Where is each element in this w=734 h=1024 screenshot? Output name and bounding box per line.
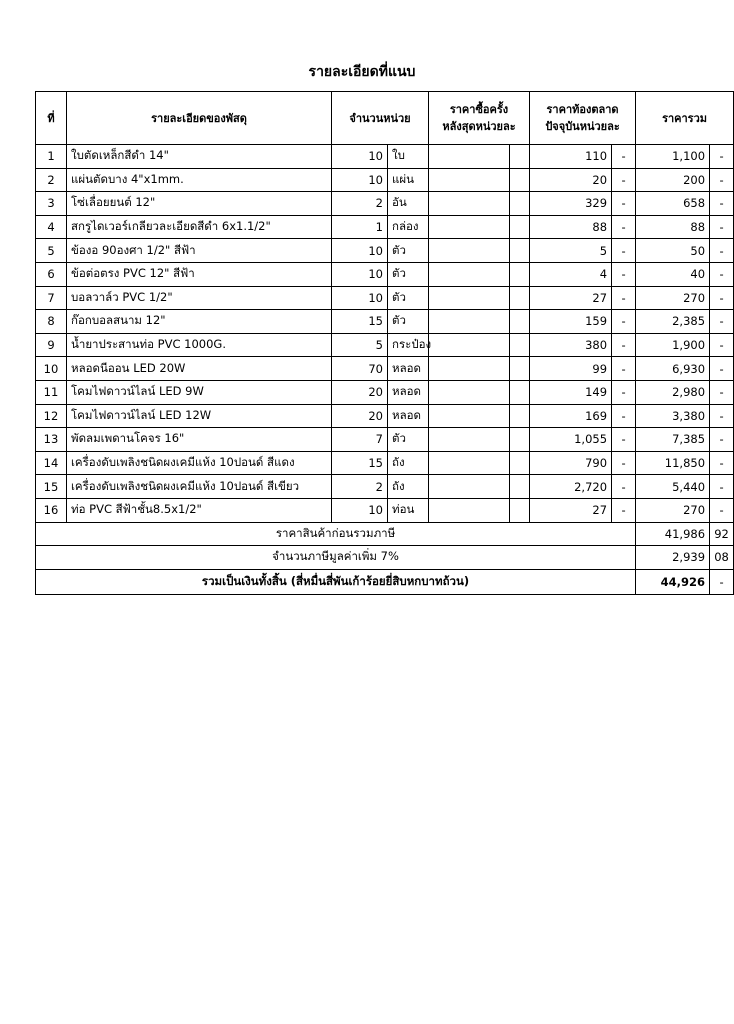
item-qty: 2 <box>332 192 388 216</box>
item-total: 6,930 <box>636 357 710 381</box>
item-last-price <box>429 380 510 404</box>
item-qty: 15 <box>332 451 388 475</box>
item-last-price <box>429 333 510 357</box>
item-total-satang: - <box>710 310 734 334</box>
item-desc: โซ่เลื่อยยนต์ 12" <box>67 192 332 216</box>
header-row <box>36 92 734 145</box>
item-unit: กระป๋อง <box>388 333 429 357</box>
item-total: 3,380 <box>636 404 710 428</box>
item-market-price-satang: - <box>612 168 636 192</box>
item-last-price-satang <box>510 262 530 286</box>
subtotal-label: ราคาสินค้าก่อนรวมภาษี <box>36 522 636 546</box>
table-row <box>36 168 734 192</box>
item-qty: 10 <box>332 168 388 192</box>
vat-row <box>36 546 734 570</box>
item-no: 13 <box>36 428 67 452</box>
item-no: 7 <box>36 286 67 310</box>
item-qty: 20 <box>332 380 388 404</box>
item-qty: 20 <box>332 404 388 428</box>
grand-total-row <box>36 569 734 594</box>
vat-label: จำนวนภาษีมูลค่าเพิ่ม 7% <box>36 546 636 570</box>
item-market-price: 88 <box>530 215 612 239</box>
item-no: 15 <box>36 475 67 499</box>
item-unit: ตัว <box>388 286 429 310</box>
item-qty: 15 <box>332 310 388 334</box>
item-no: 14 <box>36 451 67 475</box>
subtotal-satang: 92 <box>710 522 734 546</box>
item-market-price: 20 <box>530 168 612 192</box>
item-qty: 5 <box>332 333 388 357</box>
item-qty: 10 <box>332 262 388 286</box>
item-no: 6 <box>36 262 67 286</box>
item-last-price <box>429 475 510 499</box>
item-market-price-satang: - <box>612 215 636 239</box>
item-market-price: 5 <box>530 239 612 263</box>
item-desc: บอลวาล์ว PVC 1/2" <box>67 286 332 310</box>
item-desc: ใบตัดเหล็กสีดำ 14" <box>67 145 332 169</box>
item-market-price-satang: - <box>612 239 636 263</box>
item-last-price <box>429 192 510 216</box>
item-no: 11 <box>36 380 67 404</box>
item-desc: ท่อ PVC สีฟ้าชั้น8.5x1/2" <box>67 498 332 522</box>
item-total: 270 <box>636 286 710 310</box>
item-market-price-satang: - <box>612 262 636 286</box>
item-unit: แผ่น <box>388 168 429 192</box>
item-desc: สกรูไดเวอร์เกลียวละเอียดสีดำ 6x1.1/2" <box>67 215 332 239</box>
header-qty: จำนวนหน่วย <box>332 92 429 145</box>
table-row <box>36 239 734 263</box>
item-total-satang: - <box>710 451 734 475</box>
item-desc: โคมไฟดาวน์ไลน์ LED 9W <box>67 380 332 404</box>
table-row <box>36 192 734 216</box>
item-last-price <box>429 239 510 263</box>
item-qty: 1 <box>332 215 388 239</box>
subtotal-row <box>36 522 734 546</box>
item-no: 12 <box>36 404 67 428</box>
vat-satang: 08 <box>710 546 734 570</box>
item-market-price-satang: - <box>612 380 636 404</box>
item-last-price <box>429 498 510 522</box>
item-last-price-satang <box>510 357 530 381</box>
item-market-price: 110 <box>530 145 612 169</box>
item-total-satang: - <box>710 380 734 404</box>
item-market-price-satang: - <box>612 451 636 475</box>
item-desc: พัดลมเพดานโคจร 16" <box>67 428 332 452</box>
item-total-satang: - <box>710 239 734 263</box>
header-last-price-line2: หลังสุดหน่วยละ <box>442 120 516 133</box>
item-total-satang: - <box>710 145 734 169</box>
item-unit: ถัง <box>388 475 429 499</box>
item-total-satang: - <box>710 404 734 428</box>
item-no: 16 <box>36 498 67 522</box>
item-last-price <box>429 262 510 286</box>
item-market-price: 329 <box>530 192 612 216</box>
header-market-price-line1: ราคาท้องตลาด <box>546 103 619 116</box>
item-total: 11,850 <box>636 451 710 475</box>
item-total: 1,900 <box>636 333 710 357</box>
item-last-price-satang <box>510 215 530 239</box>
item-total-satang: - <box>710 168 734 192</box>
header-market-price-line2: ปัจจุบันหน่วยละ <box>545 120 620 133</box>
header-last-price-line1: ราคาซื้อครั้ง <box>449 103 509 116</box>
item-no: 1 <box>36 145 67 169</box>
item-market-price: 1,055 <box>530 428 612 452</box>
item-unit: กล่อง <box>388 215 429 239</box>
item-desc: น้ำยาประสานท่อ PVC 1000G. <box>67 333 332 357</box>
item-desc: เครื่องดับเพลิงชนิดผงเคมีแห้ง 10ปอนด์ สีแดง <box>67 451 332 475</box>
item-qty: 7 <box>332 428 388 452</box>
item-total-satang: - <box>710 333 734 357</box>
item-unit: ใบ <box>388 145 429 169</box>
item-market-price-satang: - <box>612 286 636 310</box>
item-no: 2 <box>36 168 67 192</box>
item-total: 5,440 <box>636 475 710 499</box>
item-desc: โคมไฟดาวน์ไลน์ LED 12W <box>67 404 332 428</box>
item-total: 40 <box>636 262 710 286</box>
item-qty: 10 <box>332 145 388 169</box>
item-market-price-satang: - <box>612 333 636 357</box>
item-unit: อัน <box>388 192 429 216</box>
subtotal-value: 41,986 <box>636 522 710 546</box>
item-total-satang: - <box>710 428 734 452</box>
table-row <box>36 333 734 357</box>
item-last-price-satang <box>510 428 530 452</box>
item-market-price: 27 <box>530 498 612 522</box>
table-row <box>36 357 734 381</box>
item-market-price-satang: - <box>612 192 636 216</box>
item-last-price-satang <box>510 192 530 216</box>
item-total-satang: - <box>710 475 734 499</box>
item-market-price: 380 <box>530 333 612 357</box>
table-row <box>36 145 734 169</box>
item-desc: หลอดนีออน LED 20W <box>67 357 332 381</box>
item-last-price-satang <box>510 286 530 310</box>
item-unit: ตัว <box>388 428 429 452</box>
item-last-price-satang <box>510 168 530 192</box>
header-market-price <box>530 92 636 145</box>
item-last-price-satang <box>510 404 530 428</box>
item-last-price <box>429 428 510 452</box>
item-total: 88 <box>636 215 710 239</box>
item-market-price-satang: - <box>612 145 636 169</box>
item-total-satang: - <box>710 286 734 310</box>
item-unit: ตัว <box>388 239 429 263</box>
item-desc: ข้อต่อตรง PVC 12" สีฟ้า <box>67 262 332 286</box>
item-no: 9 <box>36 333 67 357</box>
item-last-price <box>429 310 510 334</box>
table-row <box>36 286 734 310</box>
item-unit: ตัว <box>388 310 429 334</box>
item-total-satang: - <box>710 357 734 381</box>
item-last-price-satang <box>510 475 530 499</box>
item-total: 1,100 <box>636 145 710 169</box>
table-row <box>36 428 734 452</box>
grand-total-satang: - <box>710 569 734 594</box>
item-last-price <box>429 404 510 428</box>
item-total-satang: - <box>710 498 734 522</box>
item-market-price: 4 <box>530 262 612 286</box>
item-market-price: 149 <box>530 380 612 404</box>
item-qty: 10 <box>332 239 388 263</box>
item-total-satang: - <box>710 215 734 239</box>
item-qty: 2 <box>332 475 388 499</box>
item-unit: หลอด <box>388 380 429 404</box>
item-last-price-satang <box>510 451 530 475</box>
table-row <box>36 215 734 239</box>
table-row <box>36 380 734 404</box>
table-row <box>36 498 734 522</box>
item-total: 200 <box>636 168 710 192</box>
item-market-price-satang: - <box>612 498 636 522</box>
item-desc: ก๊อกบอลสนาม 12" <box>67 310 332 334</box>
item-total-satang: - <box>710 192 734 216</box>
item-last-price <box>429 286 510 310</box>
item-market-price-satang: - <box>612 357 636 381</box>
item-unit: ถัง <box>388 451 429 475</box>
item-last-price <box>429 145 510 169</box>
item-desc: แผ่นตัดบาง 4"x1mm. <box>67 168 332 192</box>
item-last-price-satang <box>510 498 530 522</box>
item-last-price <box>429 357 510 381</box>
item-total: 2,980 <box>636 380 710 404</box>
item-market-price-satang: - <box>612 404 636 428</box>
item-total-satang: - <box>710 262 734 286</box>
item-market-price-satang: - <box>612 310 636 334</box>
item-unit: หลอด <box>388 357 429 381</box>
item-unit: ท่อน <box>388 498 429 522</box>
item-total: 50 <box>636 239 710 263</box>
table-row <box>36 262 734 286</box>
item-no: 3 <box>36 192 67 216</box>
item-qty: 70 <box>332 357 388 381</box>
item-market-price: 99 <box>530 357 612 381</box>
item-market-price: 790 <box>530 451 612 475</box>
page-title: รายละเอียดที่แนบ <box>308 64 416 80</box>
item-total: 2,385 <box>636 310 710 334</box>
table-row <box>36 404 734 428</box>
item-total: 270 <box>636 498 710 522</box>
grand-total-label: รวมเป็นเงินทั้งสิ้น (สี่หมื่นสี่พันเก้าร้อยยี่สิบหกบาทถ้วน) <box>36 569 636 594</box>
item-last-price-satang <box>510 145 530 169</box>
item-market-price-satang: - <box>612 428 636 452</box>
item-last-price <box>429 215 510 239</box>
item-last-price-satang <box>510 333 530 357</box>
item-no: 10 <box>36 357 67 381</box>
item-total: 658 <box>636 192 710 216</box>
item-last-price-satang <box>510 380 530 404</box>
item-market-price: 2,720 <box>530 475 612 499</box>
grand-total-value: 44,926 <box>636 569 710 594</box>
items-table <box>35 91 734 595</box>
header-desc: รายละเอียดของพัสดุ <box>67 92 332 145</box>
item-last-price <box>429 451 510 475</box>
item-last-price-satang <box>510 310 530 334</box>
header-total: ราคารวม <box>636 92 734 145</box>
item-market-price: 159 <box>530 310 612 334</box>
table-row <box>36 310 734 334</box>
header-no: ที่ <box>36 92 67 145</box>
table-row <box>36 451 734 475</box>
table-row <box>36 475 734 499</box>
item-market-price: 27 <box>530 286 612 310</box>
vat-value: 2,939 <box>636 546 710 570</box>
item-no: 5 <box>36 239 67 263</box>
item-desc: ข้องอ 90องศา 1/2" สีฟ้า <box>67 239 332 263</box>
header-last-price <box>429 92 530 145</box>
item-qty: 10 <box>332 498 388 522</box>
item-total: 7,385 <box>636 428 710 452</box>
item-desc: เครื่องดับเพลิงชนิดผงเคมีแห้ง 10ปอนด์ สีเขียว <box>67 475 332 499</box>
item-qty: 10 <box>332 286 388 310</box>
item-market-price-satang: - <box>612 475 636 499</box>
item-market-price: 169 <box>530 404 612 428</box>
item-no: 4 <box>36 215 67 239</box>
item-unit: ตัว <box>388 262 429 286</box>
item-no: 8 <box>36 310 67 334</box>
item-unit: หลอด <box>388 404 429 428</box>
item-last-price-satang <box>510 239 530 263</box>
item-last-price <box>429 168 510 192</box>
